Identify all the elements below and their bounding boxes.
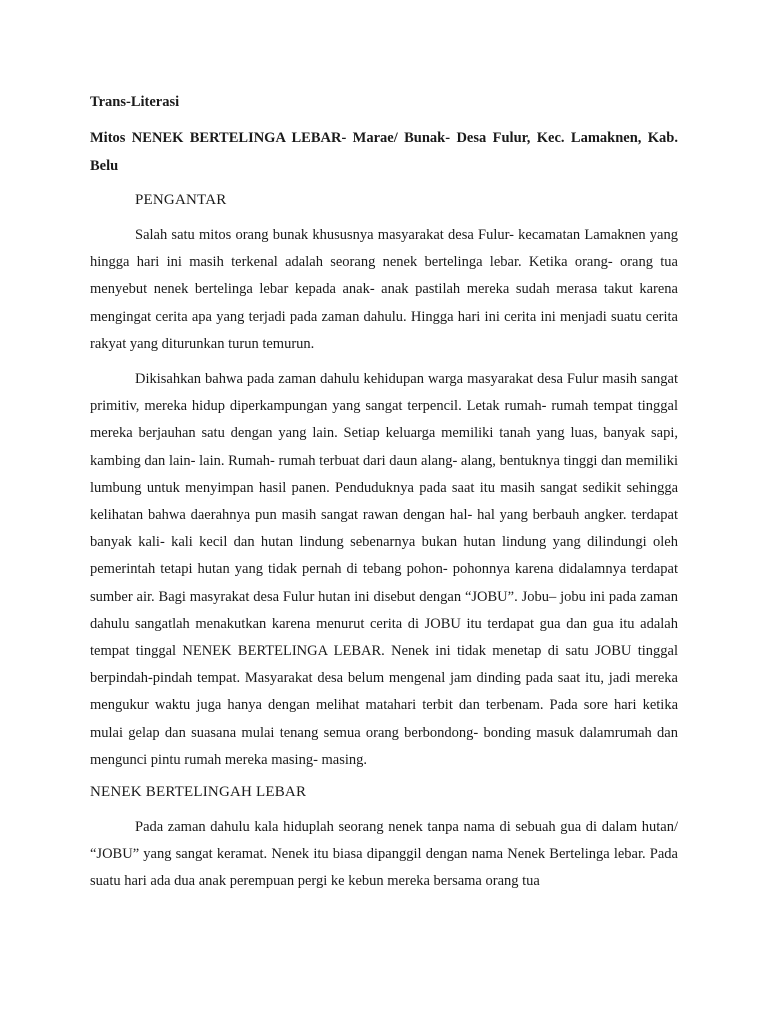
document-label: Trans-Literasi [90, 94, 180, 110]
paragraph: Pada zaman dahulu kala hiduplah seorang nenek tanpa nama di sebuah gua di dalam hutan/ “JOBU” yang sangat keramat. Nenek itu biasa dipanggil dengan nama Nenek Bertelinga lebar. Pada suatu hari ada dua anak perempuan pergi ke kebun mereka bersama orang tua [90, 819, 678, 890]
document-title: Mitos NENEK BERTELINGA LEBAR- Marae/ Bunak- Desa Fulur, Kec. Lamaknen, Kab. Belu [90, 130, 678, 174]
section-heading-nenek: NENEK BERTELINGAH LEBAR [90, 784, 307, 801]
paragraph: Dikisahkan bahwa pada zaman dahulu kehidupan warga masyarakat desa Fulur masih sangat primitiv, mereka hidup diperkampungan yang sangat terpencil. Letak rumah- rumah tempat tinggal mereka berjauhan satu dengan yang lain. Setiap keluarga memiliki tanah yang luas, banyak sapi, kambing dan lain- lain. Rumah- rumah terbuat dari daun alang- alang, bentuknya tinggi dan memiliki lumbung untuk menyimpan hasil panen. Penduduknya pada saat itu masih sangat sedikit sehingga kelihatan bahwa daerahnya pun masih sangat rawan dengan hal- hal yang berbauh angker. terdapat banyak kali- kali kecil dan hutan lindung sebenarnya bukan hutan lindung yang dilindungi oleh pemerintah tetapi hutan yang tidak pernah di tebang pohon- pohonnya karena didalamnya terdapat sumber air. Bagi masyrakat desa Fulur hutan ini disebut dengan “JOBU”. Jobu– jobu ini pada zaman dahulu sangatlah menakutkan karena menurut cerita di JOBU itu terdapat gua dan gua itu adalah tempat tinggal NENEK BERTELINGA LEBAR. Nenek ini tidak menetap di satu JOBU tinggal berpindah-pindah tempat. Masyarakat desa belum mengenal jam dinding pada saat itu, jadi mereka mengukur waktu juga hanya dengan melihat matahari terbit dan terbenam. Pada sore hari ketika mulai gelap dan suasana mulai tenang semua orang berbondong- bonding masuk dalamrumah dan mengunci pintu rumah mereka masing- masing. [90, 371, 678, 768]
section-pengantar [90, 190, 678, 774]
document-page [90, 92, 678, 904]
paragraph: Salah satu mitos orang bunak khususnya masyarakat desa Fulur- kecamatan Lamaknen yang hingga hari ini masih terkenal adalah seorang nenek bertelinga lebar. Ketika orang- orang tua menyebut nenek bertelinga lebar kepada anak- anak pastilah mereka sudah merasa takut karena mengingat cerita apa yang terjadi pada zaman dahulu. Hingga hari ini cerita ini menjadi suatu cerita rakyat yang diturunkan turun temurun. [90, 227, 678, 352]
section-nenek-bertelingah-lebar [90, 782, 678, 896]
section-heading-pengantar: PENGANTAR [135, 192, 227, 208]
